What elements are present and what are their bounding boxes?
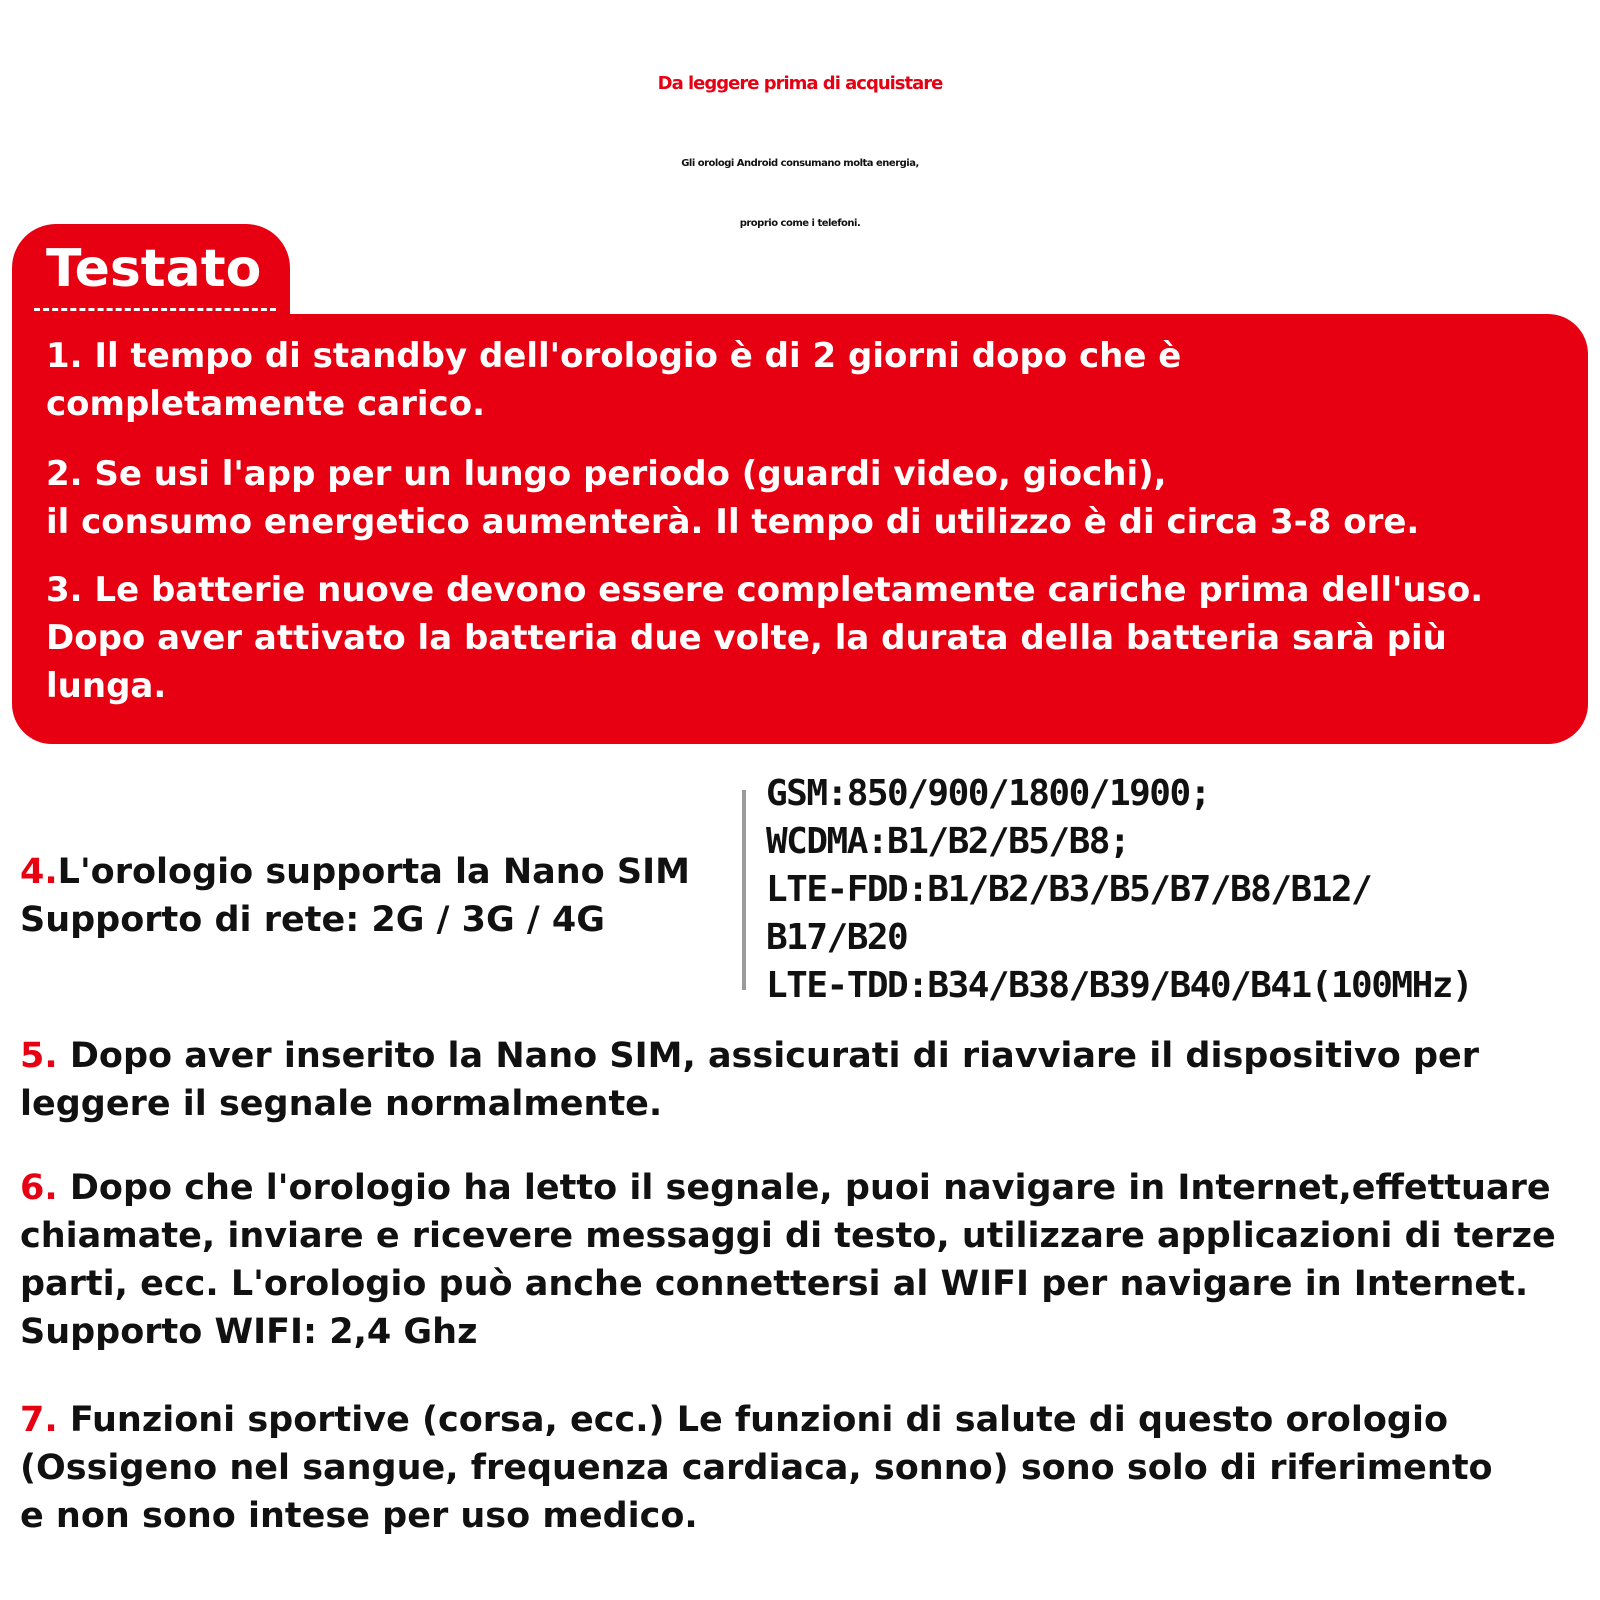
network-line: Supporto di rete: 2G / 3G / 4G bbox=[20, 900, 605, 940]
tested-item-line: 1. Il tempo di standby dell'orologio è di 2 giorni dopo che è bbox=[46, 336, 1182, 376]
tested-item-line: 3. Le batterie nuove devono essere completamente cariche prima dell'uso. bbox=[46, 570, 1484, 610]
subtitle-line: Gli orologi Android consumano molta energia, bbox=[681, 158, 919, 169]
note-line: Dopo che l'orologio ha letto il segnale, puoi navigare in Internet,effettuare bbox=[57, 1168, 1551, 1208]
tested-item-2 bbox=[46, 450, 1419, 546]
note-5 bbox=[20, 1032, 1479, 1128]
tested-item-line: lunga. bbox=[46, 666, 167, 706]
tested-item-1 bbox=[46, 332, 1181, 428]
band-line: WCDMA:B1/B2/B5/B8; bbox=[766, 821, 1130, 862]
note-line: Supporto WIFI: 2,4 Ghz bbox=[20, 1312, 478, 1352]
note-line: Dopo aver inserito la Nano SIM, assicurati di riavviare il dispositivo per bbox=[57, 1036, 1480, 1076]
note-line: (Ossigeno nel sangue, frequenza cardiaca, sonno) sono solo di riferimento bbox=[20, 1448, 1493, 1488]
item-number: 5. bbox=[20, 1036, 58, 1076]
network-support-text bbox=[20, 848, 690, 944]
network-bands-list bbox=[766, 770, 1472, 1010]
band-line: LTE-TDD:B34/B38/B39/B40/B41(100MHz) bbox=[766, 965, 1473, 1006]
tested-label: Testato bbox=[46, 239, 262, 299]
band-line: B17/B20 bbox=[766, 917, 908, 958]
tested-label-underline bbox=[34, 308, 276, 311]
note-line: chiamate, inviare e ricevere messaggi di testo, utilizzare applicazioni di terze bbox=[20, 1216, 1556, 1256]
tested-item-line: il consumo energetico aumenterà. Il tempo di utilizzo è di circa 3-8 ore. bbox=[46, 502, 1420, 542]
note-line: parti, ecc. L'orologio può anche connettersi al WIFI per navigare in Internet. bbox=[20, 1264, 1529, 1304]
network-divider bbox=[742, 790, 746, 990]
tested-item-line: completamente carico. bbox=[46, 384, 485, 424]
subtitle-line: proprio come i telefoni. bbox=[739, 218, 861, 229]
tested-item-line: 2. Se usi l'app per un lungo periodo (guardi video, giochi), bbox=[46, 454, 1167, 494]
page-title: Da leggere prima di acquistare bbox=[657, 73, 943, 94]
note-line: e non sono intese per uso medico. bbox=[20, 1496, 698, 1536]
note-line: leggere il segnale normalmente. bbox=[20, 1084, 663, 1124]
item-number: 4. bbox=[20, 852, 58, 892]
tested-item-line: Dopo aver attivato la batteria due volte, la durata della batteria sarà più bbox=[46, 618, 1447, 658]
band-line: GSM:850/900/1800/1900; bbox=[766, 773, 1210, 814]
network-line: L'orologio supporta la Nano SIM bbox=[57, 852, 690, 892]
note-line: Funzioni sportive (corsa, ecc.) Le funzioni di salute di questo orologio bbox=[57, 1400, 1448, 1440]
note-6 bbox=[20, 1164, 1556, 1356]
item-number: 7. bbox=[20, 1400, 58, 1440]
band-line: LTE-FDD:B1/B2/B3/B5/B7/B8/B12/ bbox=[766, 869, 1372, 910]
note-7 bbox=[20, 1396, 1493, 1540]
item-number: 6. bbox=[20, 1168, 58, 1208]
tested-item-3 bbox=[46, 566, 1483, 710]
